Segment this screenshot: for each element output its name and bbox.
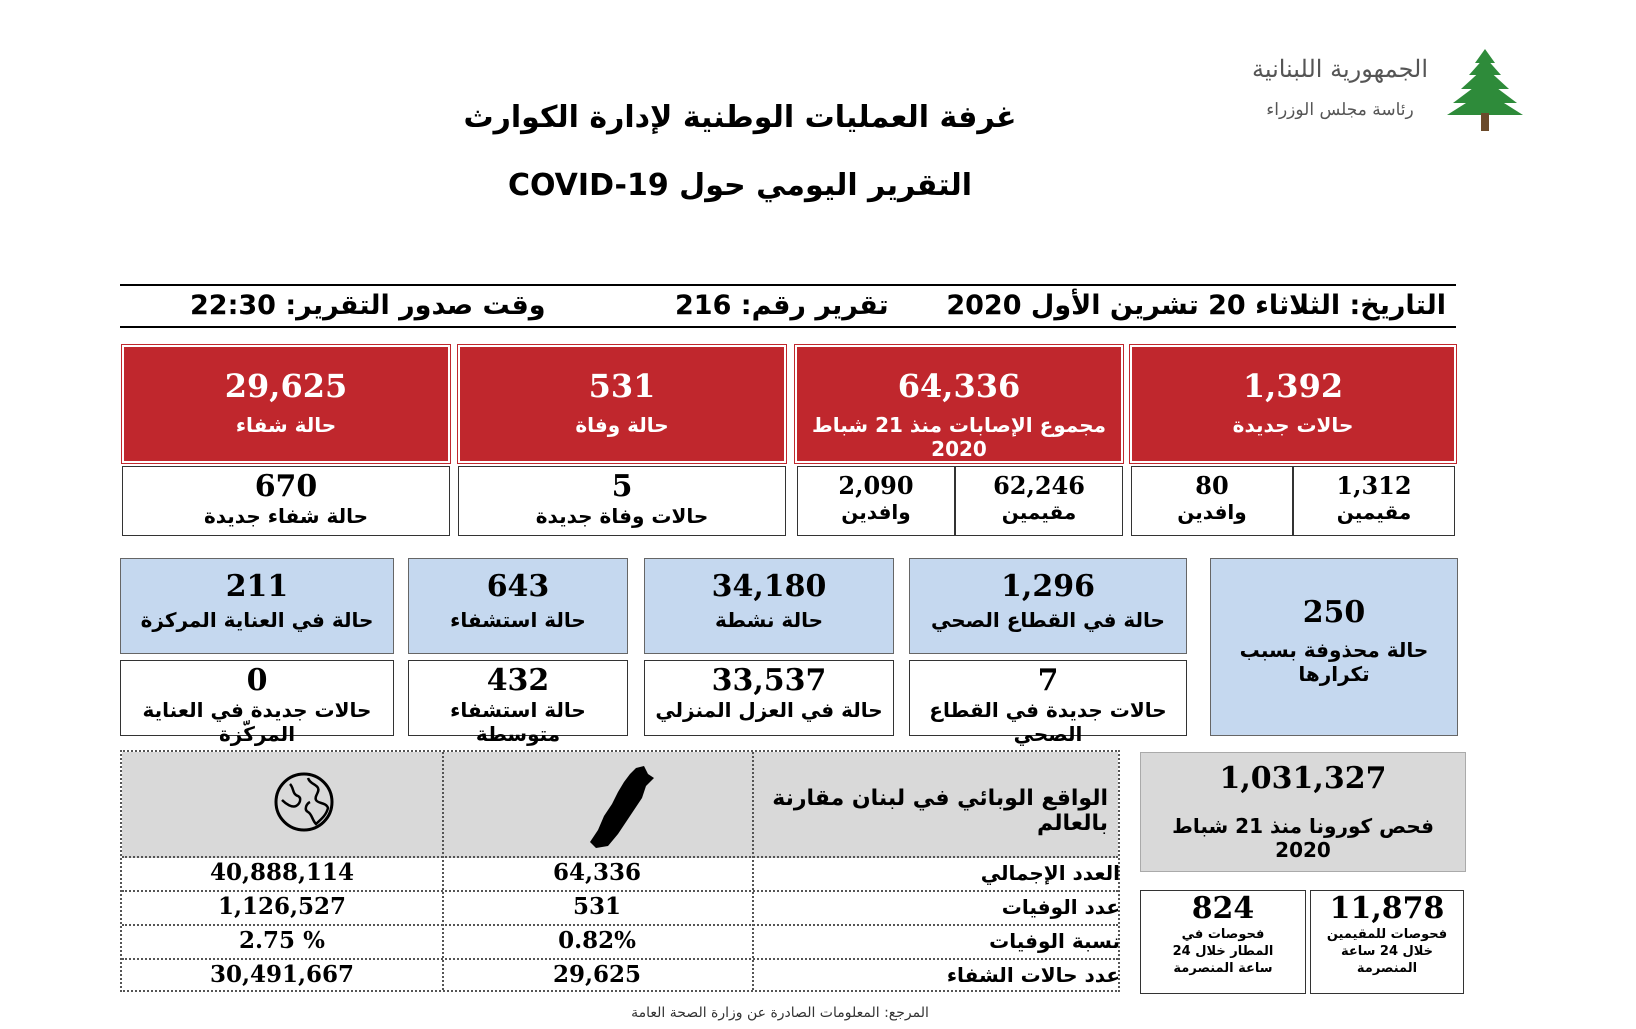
new-cases-arrivals-label: وافدين	[1177, 500, 1247, 524]
logo-republic-text: الجمهورية اللبنانية	[1251, 55, 1429, 83]
recovered-value: 29,625	[224, 367, 348, 405]
new-cases-arrivals-box	[1131, 466, 1293, 536]
active-cases-box	[644, 558, 894, 654]
health-sector-new-value: 7	[1037, 663, 1059, 698]
moderate-hospitalized-label: حالة استشفاء متوسطة	[450, 698, 586, 746]
deleted-cases-value: 250	[1302, 595, 1366, 630]
home-isolation-box	[644, 660, 894, 736]
health-sector-box	[909, 558, 1187, 654]
icu-new-label: حالات جديدة في العناية المركّزة	[142, 698, 372, 746]
globe-icon	[272, 770, 336, 834]
deleted-cases-box	[1210, 558, 1458, 736]
report-time: وقت صدور التقرير: 22:30	[190, 290, 546, 321]
home-isolation-value: 33,537	[711, 663, 827, 698]
world-total-value: 40,888,114	[209, 859, 355, 886]
lebanon-total-value: 64,336	[552, 859, 642, 886]
comparison-row	[122, 924, 1118, 960]
total-label: العدد الإجمالي	[980, 861, 1120, 885]
comparison-row	[122, 890, 1118, 926]
icu-value: 211	[225, 569, 289, 604]
health-sector-value: 1,296	[1001, 569, 1095, 604]
icu-new-box	[120, 660, 394, 746]
new-recovered-value: 670	[254, 469, 318, 504]
active-cases-value: 34,180	[711, 569, 827, 604]
icu-label: حالة في العناية المركزة	[140, 608, 374, 632]
total-cases-arrivals-label: وافدين	[841, 500, 911, 524]
report-date: التاريخ: الثلاثاء 20 تشرين الأول 2020	[946, 290, 1446, 321]
page-title: غرفة العمليات الوطنية لإدارة الكوارث	[463, 100, 1017, 135]
tests-residents-value: 11,878	[1329, 891, 1445, 926]
tests-residents-box	[1310, 890, 1464, 994]
tests-total-box	[1140, 752, 1466, 872]
recovered-box	[122, 345, 450, 463]
total-cases-arrivals-box	[797, 466, 955, 536]
recovered-label: حالة شفاء	[235, 413, 337, 437]
report-info-bar	[120, 284, 1456, 328]
hospitalized-value: 643	[486, 569, 550, 604]
deaths-count-label: عدد الوفيات	[1001, 895, 1120, 919]
government-logo	[1240, 45, 1530, 145]
total-cases-label: مجموع الإصابات منذ 21 شباط 2020	[811, 413, 1107, 461]
total-cases-residents-value: 62,246	[993, 471, 1085, 500]
new-cases-value: 1,392	[1242, 367, 1344, 405]
active-cases-label: حالة نشطة	[715, 608, 823, 632]
hospitalized-box	[408, 558, 628, 654]
new-cases-box	[1130, 345, 1456, 463]
tests-total-value: 1,031,327	[1219, 761, 1387, 796]
tests-airport-value: 824	[1191, 891, 1255, 926]
total-cases-arrivals-value: 2,090	[838, 471, 914, 500]
world-recovered-value: 30,491,667	[209, 961, 355, 988]
report-number: تقرير رقم: 216	[675, 290, 889, 321]
deaths-box	[458, 345, 786, 463]
lebanon-recovered-value: 29,625	[552, 961, 642, 988]
comparison-row	[122, 856, 1118, 892]
new-recovered-label: حالة شفاء جديدة	[203, 504, 369, 528]
logo-council-text: رئاسة مجلس الوزراء	[1266, 100, 1414, 120]
icu-new-value: 0	[246, 663, 268, 698]
lebanon-map-icon	[584, 764, 664, 850]
new-cases-residents-box	[1293, 466, 1455, 536]
total-cases-value: 64,336	[897, 367, 1021, 405]
new-cases-residents-value: 1,312	[1336, 471, 1412, 500]
comparison-title: الواقع الوبائي في لبنان مقارنة بالعالم	[772, 786, 1108, 836]
icu-box	[120, 558, 394, 654]
new-cases-arrivals-value: 80	[1195, 471, 1229, 500]
source-footnote: المرجع: المعلومات الصادرة عن وزارة الصحة العامة	[631, 1005, 929, 1021]
world-death-rate-value: 2.75 %	[239, 927, 325, 954]
tests-total-label: فحص كورونا منذ 21 شباط 2020	[1172, 814, 1434, 862]
tests-airport-box	[1140, 890, 1306, 994]
new-recovered-box	[122, 466, 450, 536]
death-rate-label: نسبة الوفيات	[989, 929, 1120, 953]
health-sector-new-box	[909, 660, 1187, 746]
lebanon-death-rate-value: 0.82%	[558, 927, 636, 954]
deaths-value: 531	[588, 367, 656, 405]
home-isolation-label: حالة في العزل المنزلي	[655, 698, 883, 722]
new-cases-label: حالات جديدة	[1232, 413, 1354, 437]
health-sector-label: حالة في القطاع الصحي	[931, 608, 1165, 632]
new-deaths-label: حالات وفاة جديدة	[535, 504, 709, 528]
deaths-label: حالة وفاة	[575, 413, 669, 437]
comparison-header	[122, 752, 1118, 858]
new-deaths-value: 5	[611, 469, 633, 504]
world-deaths-value: 1,126,527	[217, 893, 347, 920]
tests-residents-label: فحوصات للمقيمين خلال 24 ساعة المنصرمة	[1326, 927, 1448, 976]
deleted-cases-label: حالة محذوفة بسبب تكرارها	[1239, 638, 1429, 686]
moderate-hospitalized-box	[408, 660, 628, 746]
total-cases-box	[795, 345, 1123, 463]
hospitalized-label: حالة استشفاء	[450, 608, 586, 632]
lebanon-deaths-value: 531	[572, 893, 621, 920]
cedar-icon	[1445, 45, 1525, 135]
total-cases-residents-box	[955, 466, 1123, 536]
comparison-table	[120, 750, 1120, 992]
new-deaths-box	[458, 466, 786, 536]
moderate-hospitalized-value: 432	[486, 663, 550, 698]
tests-airport-label: فحوصات في المطار خلال 24 ساعة المنصرمة	[1172, 927, 1274, 976]
health-sector-new-label: حالات جديدة في القطاع الصحي	[929, 698, 1167, 746]
page-subtitle: التقرير اليومي حول COVID-19	[507, 168, 973, 203]
comparison-row	[122, 958, 1118, 992]
total-cases-residents-label: مقيمين	[1001, 500, 1077, 524]
new-cases-residents-label: مقيمين	[1336, 500, 1412, 524]
recovered-count-label: عدد حالات الشفاء	[946, 963, 1120, 987]
